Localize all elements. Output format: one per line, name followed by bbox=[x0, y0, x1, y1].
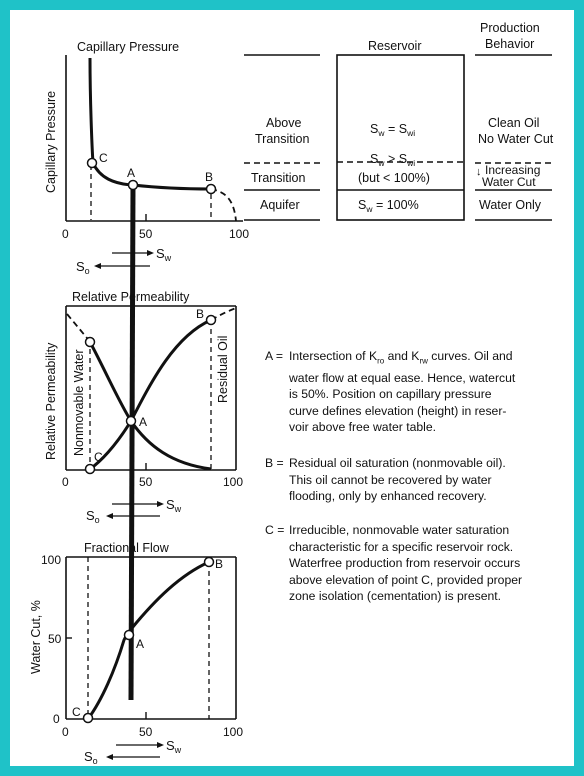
relperm-kro-curve bbox=[90, 342, 211, 469]
capillary-label-c: C bbox=[99, 151, 108, 165]
note-c-body bbox=[289, 522, 584, 605]
capillary-point-b bbox=[207, 185, 216, 194]
capillary-so-arrowhead bbox=[94, 263, 101, 269]
capillary-curve bbox=[90, 58, 214, 189]
fractional-y-label: Water Cut, % bbox=[29, 600, 43, 674]
capillary-y-label: Capillary Pressure bbox=[44, 90, 58, 193]
relperm-nonmovable-water-label: Nonmovable Water bbox=[72, 349, 86, 456]
relperm-label-b: B bbox=[196, 307, 205, 321]
note-c-line-4: above elevation of point C, provided proper bbox=[289, 572, 523, 587]
relperm-tick-100: 100 bbox=[223, 475, 244, 489]
note-a-line-4: curve defines elevation (height) in reser- bbox=[289, 403, 507, 418]
fractional-so-label: $S_o$ bbox=[84, 749, 98, 766]
fractional-xtick-0: 0 bbox=[62, 725, 69, 739]
table-reservoir-header: Reservoir bbox=[368, 39, 422, 53]
fractional-point-c bbox=[84, 714, 93, 723]
note-a-key: A = bbox=[265, 349, 283, 363]
note-a-line-2: water flow at equal ease. Hence, watercut bbox=[289, 370, 516, 385]
fractional-sw-arrowhead bbox=[157, 742, 164, 748]
note-c-line-3: Waterfree production from reservoir occurs bbox=[289, 556, 521, 570]
fractional-point-b bbox=[205, 558, 214, 567]
table-transition-arrow: ↓ bbox=[476, 166, 482, 178]
relperm-label-a: A bbox=[139, 415, 148, 429]
capillary-label-a: A bbox=[127, 166, 136, 180]
guide-point-a bbox=[131, 185, 133, 700]
capillary-sw-arrowhead bbox=[147, 250, 154, 256]
note-c-line-2: characteristic for a specific reservoir rock. bbox=[289, 539, 514, 554]
note-c-line-5: zone isolation (cementation) is present. bbox=[289, 589, 502, 603]
fractional-ytick-0: 0 bbox=[53, 712, 60, 726]
note-c-key: C = bbox=[265, 523, 285, 537]
note-b-key: B = bbox=[265, 456, 284, 470]
table-production-header-1: Production bbox=[480, 21, 540, 35]
note-b bbox=[265, 455, 583, 510]
capillary-tick-0: 0 bbox=[62, 227, 69, 241]
capillary-tick-100: 100 bbox=[229, 227, 250, 241]
relperm-point-b bbox=[207, 316, 216, 325]
note-a-line-3: is 50%. Position on capillary pressure bbox=[289, 387, 492, 402]
relperm-label-c: C bbox=[94, 450, 103, 464]
note-b-body bbox=[289, 455, 584, 505]
fractional-point-a bbox=[125, 631, 134, 640]
capillary-tick-50-label: 50 bbox=[139, 227, 153, 241]
note-c bbox=[265, 522, 583, 612]
table-transition-production-1: Increasing bbox=[485, 163, 541, 177]
capillary-curve-dashed bbox=[211, 189, 236, 221]
relperm-sw-label: $S_w$ bbox=[166, 497, 182, 514]
fractional-ytick-100: 100 bbox=[41, 553, 62, 567]
table-reservoir-box bbox=[337, 55, 464, 220]
table-transition-production-2: Water Cut bbox=[482, 175, 536, 189]
relperm-residual-oil-label: Residual Oil bbox=[216, 335, 230, 403]
relperm-so-arrowhead bbox=[106, 513, 113, 519]
capillary-so-label: $S_o$ bbox=[76, 259, 90, 276]
relperm-y-label: Relative Permeability bbox=[44, 342, 58, 460]
note-b-line-1: Residual oil saturation (nonmovable oil). bbox=[289, 456, 506, 470]
table-aquifer-reservoir: $S_w = 100\%$ bbox=[358, 198, 419, 214]
fractional-label-b: B bbox=[215, 557, 224, 571]
note-a-line-1: Intersection of $K_{ro}$ and $K_{rw}$ curves. Oil and bbox=[289, 349, 513, 366]
capillary-point-c bbox=[88, 159, 97, 168]
capillary-point-a bbox=[129, 181, 138, 190]
table-aquifer-label: Aquifer bbox=[260, 198, 300, 212]
table-above-production-2: No Water Cut bbox=[478, 132, 554, 146]
fractional-xtick-50-label: 50 bbox=[139, 725, 153, 739]
note-b-line-2: This oil cannot be recovered by water bbox=[289, 472, 492, 487]
relperm-tick-0: 0 bbox=[62, 475, 69, 489]
relperm-point-c bbox=[86, 465, 95, 474]
relperm-point-upper-c bbox=[86, 338, 95, 347]
table-transition-reservoir-2: (but < 100%) bbox=[358, 171, 430, 185]
relperm-point-a bbox=[127, 417, 136, 426]
relperm-kro-dashed bbox=[67, 314, 90, 342]
capillary-sw-label: $S_w$ bbox=[156, 246, 172, 263]
note-a-body bbox=[289, 348, 584, 436]
fractional-sw-label: $S_w$ bbox=[166, 738, 182, 755]
table-above-label-2: Transition bbox=[255, 132, 310, 146]
capillary-label-b: B bbox=[205, 170, 214, 184]
relperm-tick-50-label: 50 bbox=[139, 475, 153, 489]
note-c-line-1: Irreducible, nonmovable water saturation bbox=[289, 523, 510, 537]
table-above-label-1: Above bbox=[266, 116, 302, 130]
table-aquifer-production: Water Only bbox=[479, 198, 542, 212]
capillary-title: Capillary Pressure bbox=[77, 40, 180, 54]
relperm-title: Relative Permeability bbox=[72, 290, 190, 304]
table-transition-reservoir-1: $S_w > S_{wi}$ bbox=[370, 152, 416, 168]
fractional-label-a: A bbox=[136, 637, 145, 651]
table-transition-label: Transition bbox=[251, 171, 306, 185]
fractional-so-arrowhead bbox=[106, 754, 113, 760]
note-a-line-5: voir above free water table. bbox=[289, 420, 437, 435]
note-a bbox=[265, 348, 583, 438]
note-b-line-3: flooding, only by enhanced recovery. bbox=[289, 489, 487, 503]
fractional-label-c: C bbox=[72, 705, 81, 719]
fractional-xtick-100: 100 bbox=[223, 725, 244, 739]
table-above-production-1: Clean Oil bbox=[488, 116, 540, 130]
table-production-header-2: Behavior bbox=[485, 37, 535, 51]
relperm-krw-curve bbox=[90, 320, 211, 469]
relperm-so-label: $S_o$ bbox=[86, 508, 100, 525]
relperm-sw-arrowhead bbox=[157, 501, 164, 507]
fractional-flow-curve bbox=[88, 562, 209, 719]
table-above-reservoir: $S_w = S_{wi}$ bbox=[370, 122, 416, 138]
fractional-ytick-50: 50 bbox=[48, 632, 62, 646]
fractional-title: Fractional Flow bbox=[84, 541, 169, 555]
